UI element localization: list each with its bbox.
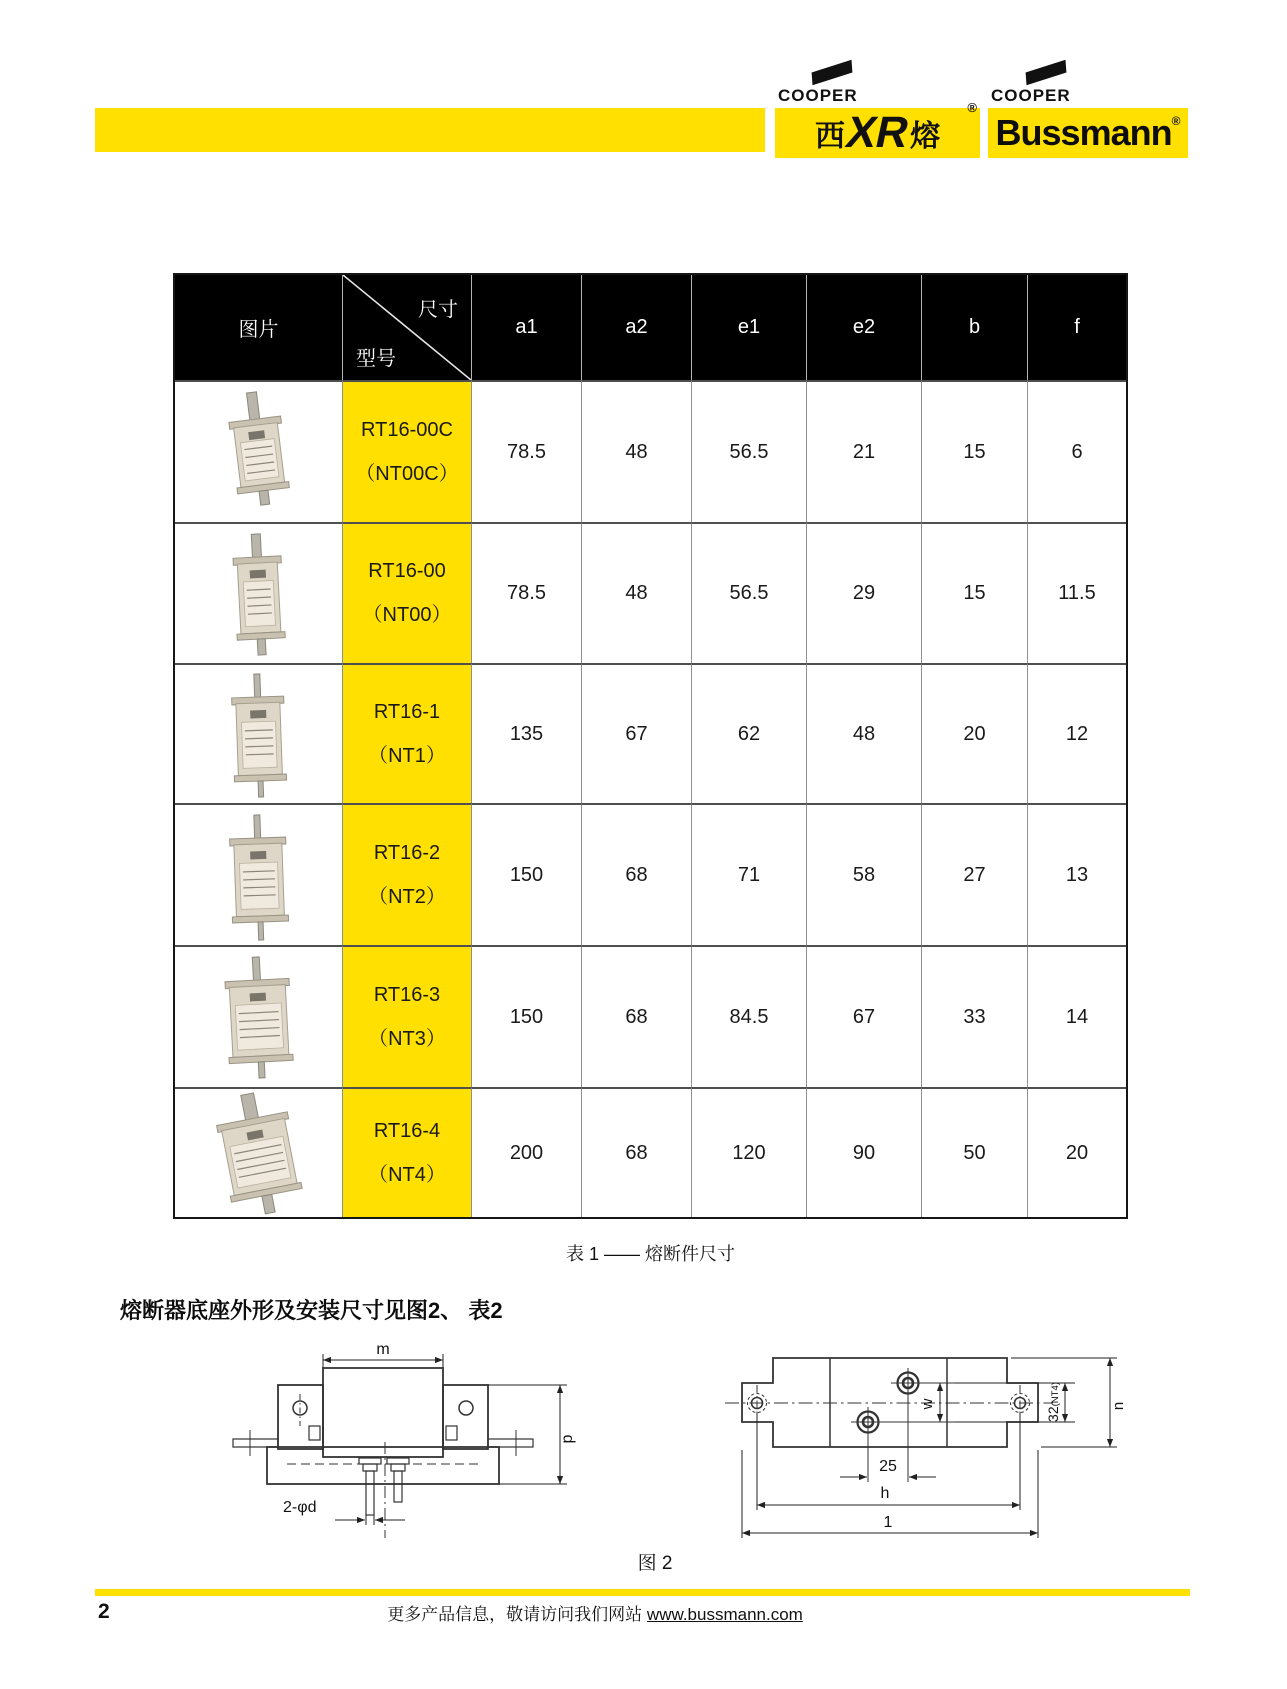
dim-value: 50	[922, 1087, 1028, 1217]
cooper-wordmark: COOPER	[991, 86, 1071, 105]
base-top-view-drawing	[655, 1330, 1140, 1580]
fuse-photo-cell	[175, 522, 343, 663]
xr-logo-rong: 熔	[910, 120, 941, 153]
bussmann-wordmark: Bussmann	[995, 112, 1172, 153]
dim-value: 150	[472, 945, 582, 1087]
dim-value: 11.5	[1028, 522, 1126, 663]
col-header-e1: e1	[692, 275, 807, 380]
col-header-f: f	[1028, 275, 1126, 380]
dim-value: 15	[922, 380, 1028, 522]
cooper-flag-icon	[1026, 60, 1067, 85]
model-cell	[343, 380, 472, 522]
dim-label-l: 1	[883, 1514, 893, 1531]
model-code: RT16-1	[373, 700, 441, 723]
fuse-photo	[184, 384, 334, 520]
dim-value: 78.5	[472, 522, 582, 663]
footer-note	[0, 1600, 1190, 1625]
cooper-flag-icon	[812, 60, 853, 85]
model-alt-code: （NT4）	[368, 1163, 446, 1186]
size-label: 尺寸	[418, 299, 458, 321]
registered-mark-icon: ®	[1171, 114, 1181, 128]
fuse-photo-cell	[175, 380, 343, 522]
model-code: RT16-00	[368, 560, 446, 582]
fuse-photo	[184, 807, 334, 943]
dim-label-h: h	[880, 1485, 890, 1502]
dim-value: 56.5	[692, 522, 807, 663]
model-cell	[343, 803, 472, 945]
dim-value: 90	[807, 1087, 922, 1217]
col-header-image: 图片	[175, 275, 343, 380]
dim-value: 33	[922, 945, 1028, 1087]
dim-value: 200	[472, 1087, 582, 1217]
footer-url-link[interactable]: www.bussmann.com	[646, 1605, 803, 1624]
fuse-photo-cell	[175, 945, 343, 1087]
fuse-photo	[184, 1085, 334, 1221]
fuse-photo-cell	[175, 663, 343, 803]
dim-value: 15	[922, 522, 1028, 663]
dim-value: 48	[582, 380, 692, 522]
model-code: RT16-2	[373, 841, 441, 864]
model-code: RT16-3	[373, 983, 441, 1006]
dim-value: 150	[472, 803, 582, 945]
dim-value: 56.5	[692, 380, 807, 522]
col-header-b: b	[922, 275, 1028, 380]
dim-value: 13	[1028, 803, 1126, 945]
dim-value: 78.5	[472, 380, 582, 522]
xr-logo-xi: 西	[814, 120, 845, 153]
model-alt-code: （NT1）	[368, 744, 446, 767]
fuse-photo-cell	[175, 1087, 343, 1217]
fuse-photo	[184, 526, 334, 662]
fuse-dimension-table	[173, 273, 1128, 1219]
bussmann-logo	[988, 108, 1188, 158]
registered-mark-icon: ®	[967, 100, 977, 115]
model-label: 型号	[356, 348, 396, 370]
dim-value: 67	[807, 945, 922, 1087]
dim-label-m: m	[376, 1342, 390, 1358]
model-alt-code: （NT00）	[362, 604, 452, 626]
dim-value: 27	[922, 803, 1028, 945]
dim-value: 71	[692, 803, 807, 945]
model-alt-code: （NT3）	[368, 1027, 446, 1050]
dim-label-n: n	[1110, 1401, 1127, 1411]
dim-value: 6	[1028, 380, 1126, 522]
dim-value: 135	[472, 663, 582, 803]
dim-value: 120	[692, 1087, 807, 1217]
dim-value: 68	[582, 1087, 692, 1217]
model-code: RT16-4	[373, 1119, 441, 1142]
model-cell	[343, 663, 472, 803]
section-heading: 熔断器底座外形及安装尺寸见图2、 表2	[120, 1298, 503, 1323]
cooper-wordmark: COOPER	[778, 86, 858, 105]
dim-value: 21	[807, 380, 922, 522]
footer-yellow-bar	[95, 1589, 1190, 1596]
xr-logo-xr: XR	[841, 108, 914, 157]
dim-label-25: 25	[879, 1458, 897, 1475]
fuse-photo	[184, 949, 334, 1085]
dim-value: 58	[807, 803, 922, 945]
model-alt-code: （NT2）	[368, 885, 446, 908]
figure-caption: 图 2	[637, 1553, 673, 1574]
fuse-photo-cell	[175, 803, 343, 945]
dim-value: 68	[582, 803, 692, 945]
base-front-view-drawing	[195, 1342, 595, 1587]
dim-value: 67	[582, 663, 692, 803]
model-cell	[343, 945, 472, 1087]
col-header-size-model	[343, 275, 472, 380]
dim-value: 14	[1028, 945, 1126, 1087]
model-code: RT16-00C	[361, 418, 453, 441]
dim-label-p: p	[559, 1434, 576, 1444]
col-header-a2: a2	[582, 275, 692, 380]
dim-label-bolt: 2-φd	[283, 1499, 317, 1516]
model-cell	[343, 522, 472, 663]
dim-label-32-nt4: 32(NT4)	[1045, 1382, 1061, 1422]
page-number: 2	[98, 1600, 110, 1623]
dim-value: 84.5	[692, 945, 807, 1087]
xr-brand-logo	[775, 100, 980, 158]
footer-note-text: 更多产品信息，敬请访问我们网站	[387, 1605, 647, 1624]
fuse-photo	[184, 666, 334, 802]
col-header-a1: a1	[472, 275, 582, 380]
dim-value: 12	[1028, 663, 1126, 803]
table-caption: 表 1 —— 熔断件尺寸	[565, 1244, 735, 1264]
dim-label-w: w	[919, 1398, 936, 1410]
dim-value: 48	[807, 663, 922, 803]
header-yellow-band	[95, 108, 765, 152]
dim-value: 68	[582, 945, 692, 1087]
dim-value: 20	[922, 663, 1028, 803]
model-cell	[343, 1087, 472, 1217]
dim-value: 48	[582, 522, 692, 663]
col-header-e2: e2	[807, 275, 922, 380]
dim-value: 62	[692, 663, 807, 803]
dim-value: 29	[807, 522, 922, 663]
dim-value: 20	[1028, 1087, 1126, 1217]
model-alt-code: （NT00C）	[355, 462, 459, 485]
